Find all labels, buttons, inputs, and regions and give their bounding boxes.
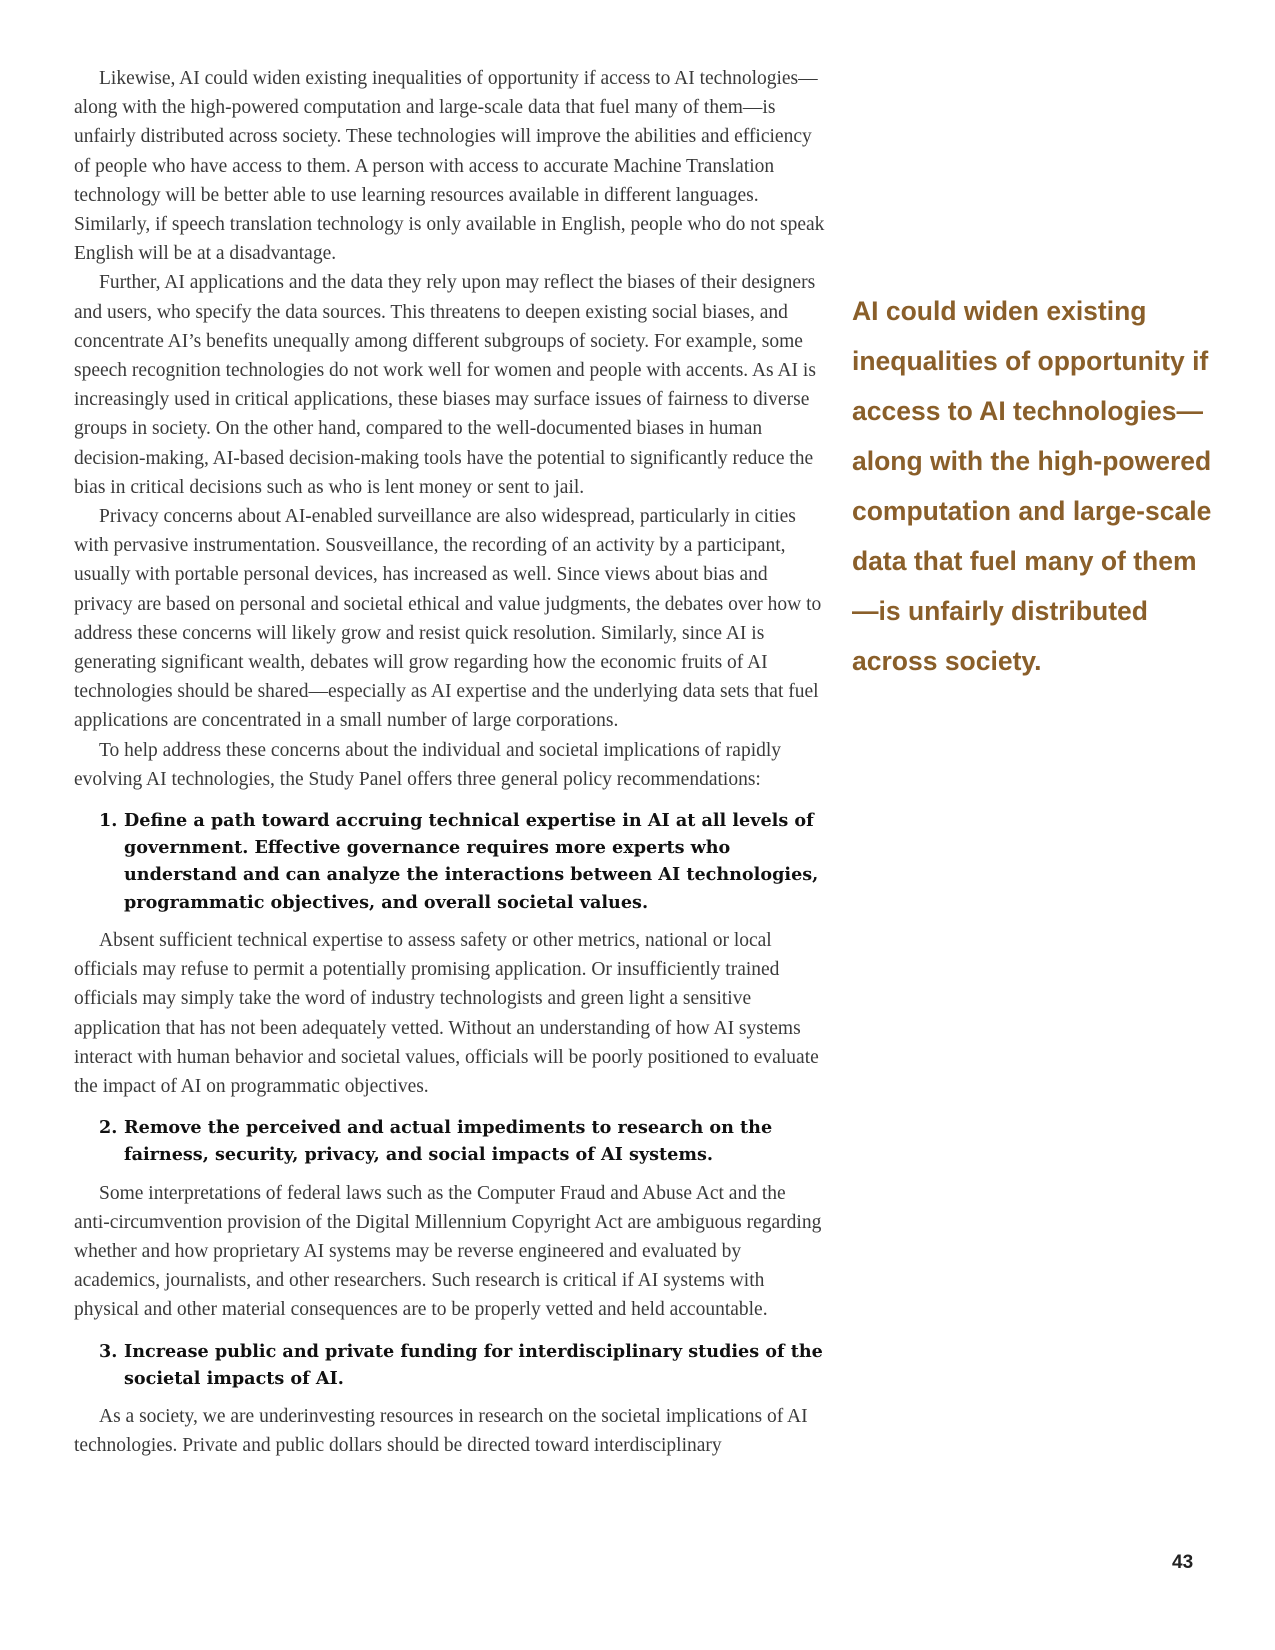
pull-quote: AI could widen existing inequalities of opportunity if access to AI technologies—along with the high-powered computation and large-scale data that fuel many of them—is unfairly distributed across society. [852,296,1212,676]
recommendation-heading-1 [99,807,826,916]
recommendation-heading-3 [99,1338,826,1392]
recommendation-body-1: Absent sufficient technical expertise to assess safety or other metrics, national or local officials may refuse to permit a potentially promising application. Or insufficiently trained officials may simply take the word of industry technologists and green light a sensitive application that has not been adequately vetted. Without an understanding of how AI systems interact with human behavior and societal values, officials will be poorly positioned to evaluate the impact of AI on programmatic objectives. [74,929,819,1097]
body-paragraph: Privacy concerns about AI-enabled surveillance are also widespread, particularly in cities with pervasive instrumentation. Sousveillance, the recording of an activity by a participant, usually with portable personal devices, has increased as well. Since views about bias and privacy are based on personal and societal ethical and value judgments, the debates over how to address these concerns will likely grow and resist quick resolution. Similarly, since AI is generating significant wealth, debates will grow regarding how the economic fruits of AI technologies should be shared—especially as AI expertise and the underlying data sets that fuel applications are concentrated in a small number of large corporations. [74,506,822,732]
main-text-column [74,64,826,1460]
recommendation-number: 1. [99,810,118,832]
body-paragraph: Further, AI applications and the data they rely upon may reflect the biases of their designers and users, who specify the data sources. This threatens to deepen existing social biases, and concentrate AI’s benefits unequally among different subgroups of society. For example, some speech recognition technologies do not work well for women and people with accents. As AI is increasingly used in critical applications, these biases may surface issues of fairness to diverse groups in society. On the other hand, compared to the well-documented biases in human decision-making, AI-based decision-making tools have the potential to significantly reduce the bias in critical decisions such as who is lent money or sent to jail. [74,272,816,498]
recommendation-text: Increase public and private funding for interdisciplinary studies of the societal impacts of AI. [124,1340,823,1389]
body-paragraph: To help address these concerns about the individual and societal implications of rapidly evolving AI technologies, the Study Panel offers three general policy recommendations: [74,739,782,790]
recommendation-number: 2. [99,1117,118,1139]
recommendation-body-2: Some interpretations of federal laws such as the Computer Fraud and Abuse Act and the anti-circumvention provision of the Digital Millennium Copyright Act are ambiguous regarding whether and how proprietary AI systems may be reverse engineered and evaluated by academics, journalists, and other researchers. Such research is critical if AI systems with physical and other material consequences are to be properly vetted and held accountable. [74,1182,822,1321]
recommendation-text: Remove the perceived and actual impediments to research on the fairness, security, privacy, and social impacts of AI systems. [124,1117,773,1166]
body-paragraph: Likewise, AI could widen existing inequalities of opportunity if access to AI technologies—along with the high-powered computation and large-scale data that fuel many of them—is unfairly distributed across society. These technologies will improve the abilities and efficiency of people who have access to them. A person with access to accurate Machine Translation technology will be better able to use learning resources available in different languages. Similarly, if speech translation technology is only available in English, people who do not speak English will be at a disadvantage. [74,68,825,265]
recommendation-heading-2 [99,1114,826,1168]
recommendation-text: Define a path toward accruing technical expertise in AI at all levels of government. Effective governance requires more experts who understand and can analyze the interactions between AI technologies, programmatic objectives, and overall societal values. [124,810,819,913]
page-number: 43 [1172,1552,1194,1573]
recommendation-body-3: As a society, we are underinvesting resources in research on the societal implications of AI technologies. Private and public dollars should be directed toward interdisciplinary [74,1405,808,1457]
recommendation-number: 3. [99,1340,118,1362]
